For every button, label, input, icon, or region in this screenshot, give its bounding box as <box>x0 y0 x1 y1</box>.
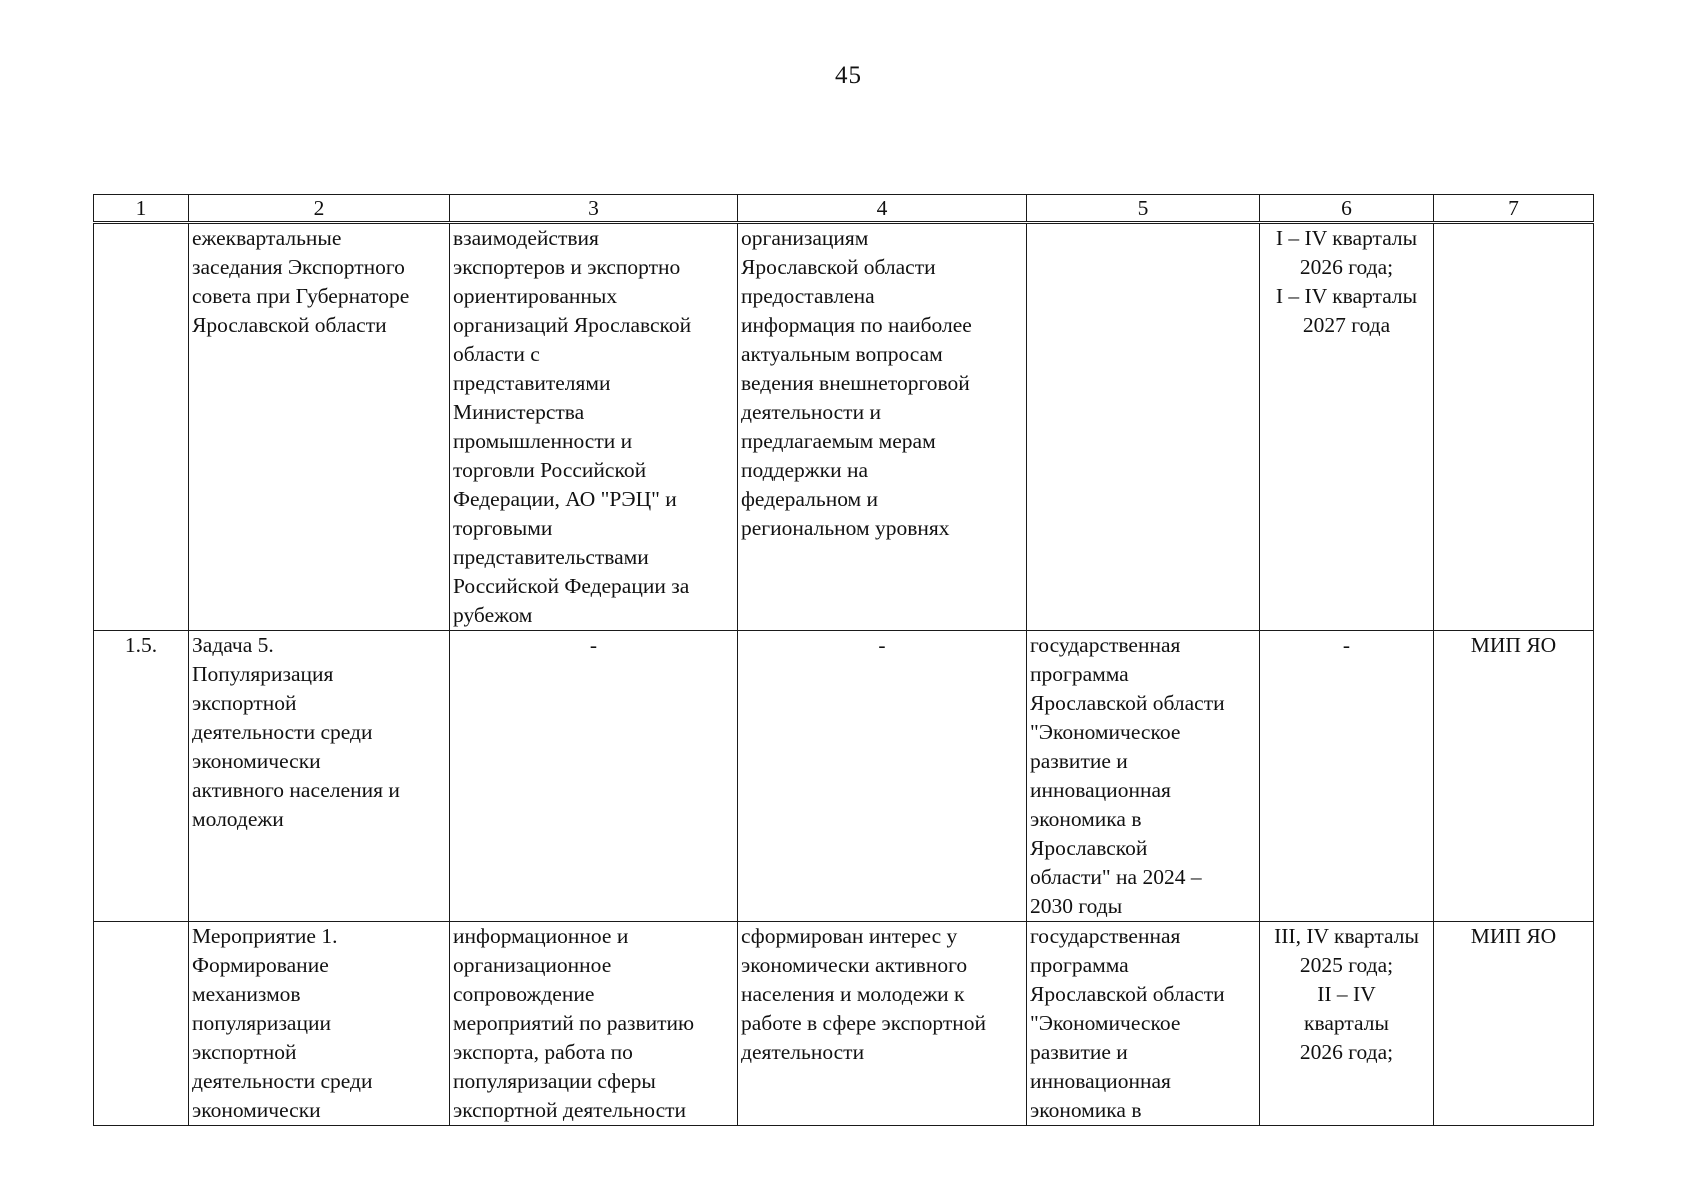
program-cell: государственная программа Ярославской области "Экономическое развитие и инновационная экономика в <box>1027 922 1260 1126</box>
table-row <box>94 922 1594 1126</box>
task-cell: ежеквартальные заседания Экспортного совета при Губернаторе Ярославской области <box>189 223 450 631</box>
column-header: 4 <box>738 195 1027 223</box>
measures-table <box>93 194 1594 1126</box>
row-number-cell <box>94 922 189 1126</box>
period-cell: III, IV кварталы 2025 года; II – IV кварталы 2026 года; <box>1260 922 1434 1126</box>
period-cell: I – IV кварталы 2026 года; I – IV кварталы 2027 года <box>1260 223 1434 631</box>
page-number: 45 <box>835 62 862 89</box>
content-cell: информационное и организационное сопровождение мероприятий по развитию экспорта, работа по популяризации сферы экспортной деятельности <box>450 922 738 1126</box>
table-header-row <box>94 195 1594 223</box>
column-header: 7 <box>1434 195 1594 223</box>
column-header: 1 <box>94 195 189 223</box>
table-row <box>94 223 1594 631</box>
column-header: 2 <box>189 195 450 223</box>
column-header: 6 <box>1260 195 1434 223</box>
content-cell: - <box>450 631 738 922</box>
result-cell: сформирован интерес у экономически активного населения и молодежи к работе в сфере экспортной деятельности <box>738 922 1027 1126</box>
row-number-cell <box>94 223 189 631</box>
result-cell: - <box>738 631 1027 922</box>
period-cell: - <box>1260 631 1434 922</box>
program-cell: государственная программа Ярославской области "Экономическое развитие и инновационная экономика в Ярославской области" на 2024 – 2030 годы <box>1027 631 1260 922</box>
row-number-cell: 1.5. <box>94 631 189 922</box>
table-row <box>94 631 1594 922</box>
column-header: 3 <box>450 195 738 223</box>
executor-cell: МИП ЯО <box>1434 922 1594 1126</box>
result-cell: организациям Ярославской области предоставлена информация по наиболее актуальным вопросам ведения внешнеторговой деятельности и предлагаемым мерам поддержки на федеральном и региональном уровнях <box>738 223 1027 631</box>
program-cell <box>1027 223 1260 631</box>
task-cell: Задача 5. Популяризация экспортной деятельности среди экономически активного населения и молодежи <box>189 631 450 922</box>
content-cell: взаимодействия экспортеров и экспортно ориентированных организаций Ярославской области с представителями Министерства промышленности и торговли Российской Федерации, АО "РЭЦ" и торговыми представительствами Российской Федерации за рубежом <box>450 223 738 631</box>
task-cell: Мероприятие 1. Формирование механизмов популяризации экспортной деятельности среди экономически <box>189 922 450 1126</box>
executor-cell: МИП ЯО <box>1434 631 1594 922</box>
column-header: 5 <box>1027 195 1260 223</box>
executor-cell <box>1434 223 1594 631</box>
